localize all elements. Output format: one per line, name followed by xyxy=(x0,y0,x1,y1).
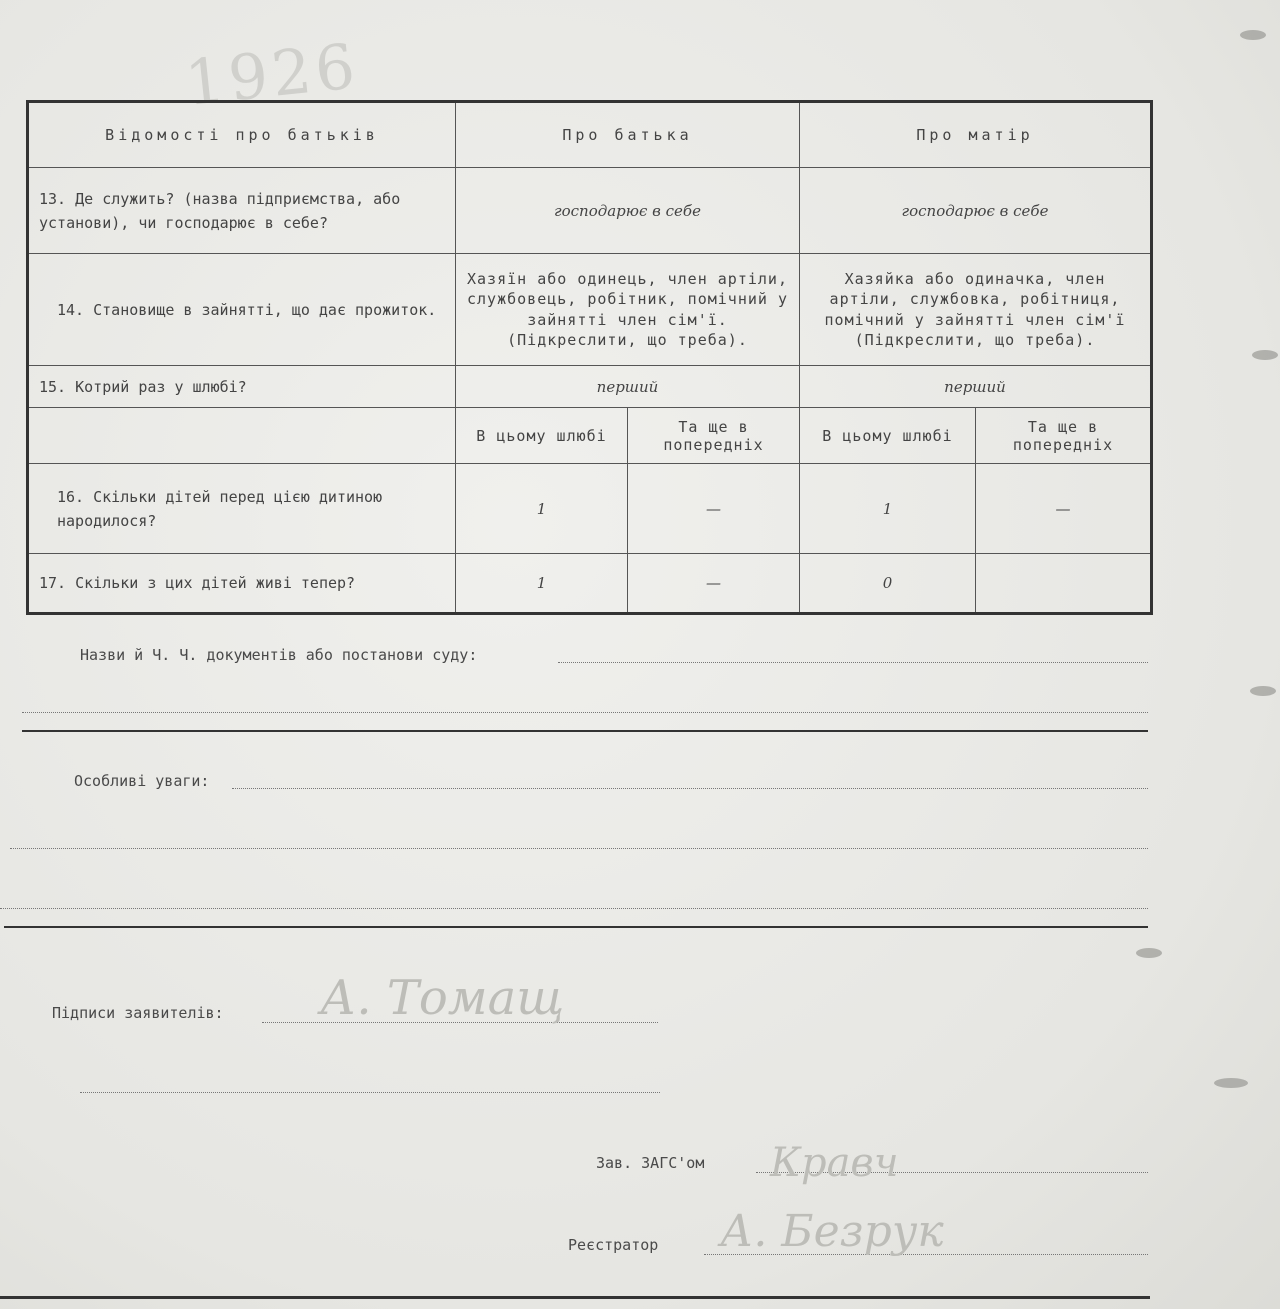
notes-dotted-line-2 xyxy=(10,848,1148,849)
section-divider-2 xyxy=(4,926,1148,928)
q16-mother-previous: — xyxy=(976,464,1152,554)
q14-label: 14. Становище в зайнятті, що дає прожиток. xyxy=(28,254,456,366)
smudge xyxy=(1252,350,1278,360)
q17-father-this: 1 xyxy=(456,554,628,614)
header-about-mother: Про матір xyxy=(800,102,1152,168)
page-bottom-border xyxy=(0,1296,1150,1299)
applicant-signature-line-2 xyxy=(80,1092,660,1093)
header-parents-info: Відомості про батьків xyxy=(28,102,456,168)
q14-mother-options: Хазяйка або одиначка, член артіли, службовка, робітниця, помічний у зайнятті член сім'ї (Підкреслити, що треба). xyxy=(800,254,1152,366)
notes-dotted-line xyxy=(232,788,1148,789)
q13-father-answer: господарює в себе xyxy=(456,168,800,254)
header-about-father: Про батька xyxy=(456,102,800,168)
documents-label: Назви й Ч. Ч. документів або постанови суду: xyxy=(80,646,478,664)
row-subheaders xyxy=(28,408,1152,464)
q17-mother-this: 0 xyxy=(800,554,976,614)
q14-father-options: Хазяїн або одинець, член артіли, службовець, робітник, помічний у зайнятті член сім'ї. (Підкреслити, що треба). xyxy=(456,254,800,366)
smudge xyxy=(1250,686,1276,696)
q16-father-previous: — xyxy=(628,464,800,554)
table-header-row xyxy=(28,102,1152,168)
documents-dotted-line xyxy=(558,662,1148,663)
q15-father-answer: перший xyxy=(456,366,800,408)
smudge xyxy=(1240,30,1266,40)
q17-mother-previous xyxy=(976,554,1152,614)
notes-dotted-line-3 xyxy=(0,908,1148,909)
q13-label: 13. Де служить? (назва підприємства, або установи), чи господарює в себе? xyxy=(28,168,456,254)
subheader-father-this-marriage: В цьому шлюбі xyxy=(456,408,628,464)
subheader-mother-this-marriage: В цьому шлюбі xyxy=(800,408,976,464)
notes-label: Особливі уваги: xyxy=(74,772,210,790)
q17-father-previous: — xyxy=(628,554,800,614)
zags-head-signature: Кравч xyxy=(770,1140,899,1186)
row-q17 xyxy=(28,554,1152,614)
row-q13 xyxy=(28,168,1152,254)
smudge xyxy=(1136,948,1162,958)
q15-label: 15. Котрий раз у шлюбі? xyxy=(28,366,456,408)
row-q14 xyxy=(28,254,1152,366)
q16-mother-this: 1 xyxy=(800,464,976,554)
subheader-father-previous: Та ще в попередніх xyxy=(628,408,800,464)
registrar-signature: А. Безрук xyxy=(720,1206,944,1257)
zags-head-label: Зав. ЗАГС'ом xyxy=(596,1154,705,1172)
section-divider-1 xyxy=(22,730,1148,732)
row-q15 xyxy=(28,366,1152,408)
q15-mother-answer: перший xyxy=(800,366,1152,408)
pencil-year-note: 1926 xyxy=(181,29,363,120)
parents-info-table xyxy=(26,100,1153,615)
applicant-signature: А. Томащ xyxy=(320,970,565,1026)
q16-label: 16. Скільки дітей перед цією дитиною народилося? xyxy=(28,464,456,554)
registrar-label: Реєстратор xyxy=(568,1236,659,1254)
q13-mother-answer: господарює в себе xyxy=(800,168,1152,254)
row-q16 xyxy=(28,464,1152,554)
applicant-signature-label: Підписи заявителів: xyxy=(52,1004,224,1022)
subheader-blank xyxy=(28,408,456,464)
smudge xyxy=(1214,1078,1248,1088)
q16-father-this: 1 xyxy=(456,464,628,554)
subheader-mother-previous: Та ще в попередніх xyxy=(976,408,1152,464)
documents-dotted-line-2 xyxy=(22,712,1148,713)
q17-label: 17. Скільки з цих дітей живі тепер? xyxy=(28,554,456,614)
